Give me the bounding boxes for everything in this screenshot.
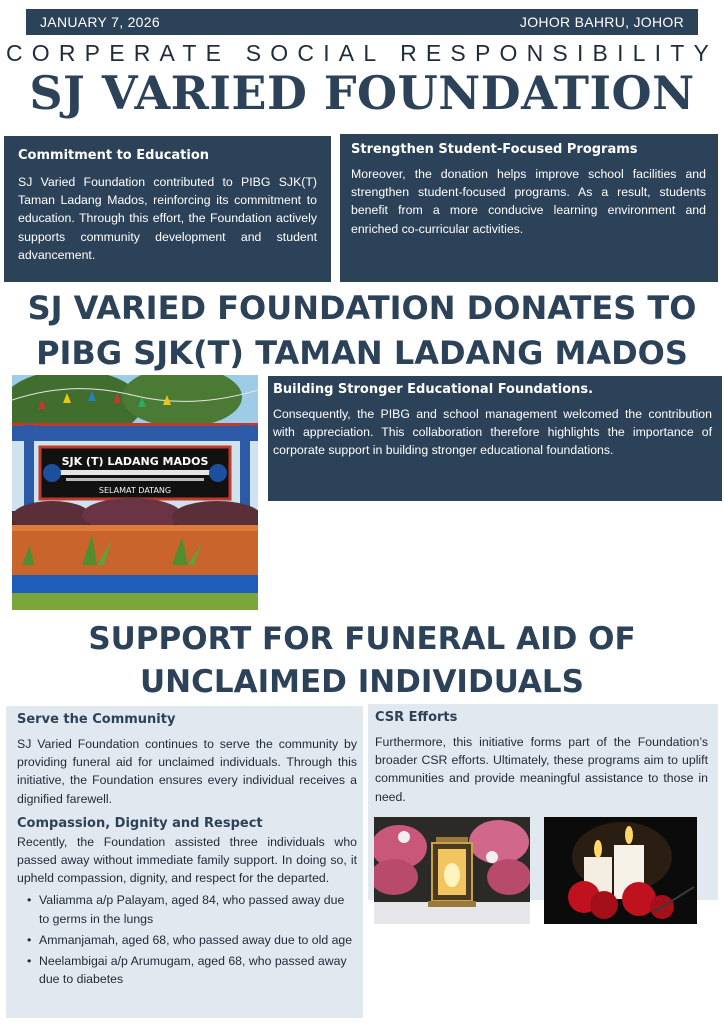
- panel-educational-foundations: [268, 376, 722, 501]
- sign-welcome: SELAMAT DATANG: [98, 486, 172, 495]
- sign-name: SJK (T) LADANG MADOS: [61, 455, 209, 468]
- departed-list: [17, 891, 357, 988]
- panel-body: Moreover, the donation helps improve school facilities and strengthen student-focused programs. As a result, students benefit from a more conducive learning environment and enriched co-curricular activities.: [351, 167, 706, 236]
- issue-date: JANUARY 7, 2026: [40, 14, 160, 30]
- panel-serve-community: [6, 706, 363, 1018]
- headline-donation: [0, 286, 724, 376]
- panel-commitment-to-education: [4, 136, 331, 282]
- panel-heading: Building Stronger Educational Foundations.: [273, 382, 594, 397]
- panel-student-programs: [340, 134, 718, 282]
- kicker-title: CORPERATE SOCIAL RESPONSIBILITY: [5, 40, 719, 66]
- masthead-title: SJ VARIED FOUNDATION: [29, 66, 695, 120]
- issue-location: JOHOR BAHRU, JOHOR: [519, 14, 684, 30]
- panel-heading: Compassion, Dignity and Respect: [17, 815, 263, 831]
- panel-body: Consequently, the PIBG and school management welcomed the contribution with appreciation. This collaboration therefore highlights the importance of corporate support in building stronger educational foundations.: [273, 407, 712, 458]
- panel-body: Recently, the Foundation assisted three individuals who passed away without immediate family support. In doing so, it upheld compassion, dignity, and respect for the departed.: [17, 834, 357, 886]
- headline-line: UNCLAIMED INDIVIDUALS: [140, 664, 584, 700]
- school-photo: [12, 375, 258, 610]
- headline-funeral-aid: [0, 618, 724, 704]
- list-item: • Valiamma a/p Palayam, aged 84, who passed away due to germs in the lungs: [27, 891, 357, 927]
- lantern-photo: [374, 817, 530, 924]
- panel-heading: Strengthen Student-Focused Programs: [351, 142, 638, 157]
- list-item: • Ammanjamah, aged 68, who passed away due to old age: [27, 931, 357, 949]
- list-item: • Neelambigai a/p Arumugam, aged 68, who passed away due to diabetes: [27, 952, 357, 988]
- panel-heading: Commitment to Education: [18, 148, 210, 163]
- panel-body: Furthermore, this initiative forms part of the Foundation’s broader CSR efforts. Ultimately, these programs aim to uplift communities and provide meaningful assistance to those in need.: [375, 735, 708, 804]
- headline-line: SJ VARIED FOUNDATION DONATES TO: [27, 289, 697, 327]
- top-bar: [26, 9, 698, 35]
- candles-photo: [544, 817, 697, 924]
- panel-body: SJ Varied Foundation continues to serve the community by providing funeral aid for unclaimed individuals. Through this initiative, the Foundation ensures every individual receives a dignified farewell.: [17, 737, 357, 806]
- headline-line: SUPPORT FOR FUNERAL AID OF: [88, 621, 636, 657]
- panel-body: SJ Varied Foundation contributed to PIBG SJK(T) Taman Ladang Mados, reinforcing its commitment to education. Through this effort, the Foundation actively supports community development and student advancement.: [18, 175, 317, 262]
- panel-heading: Serve the Community: [17, 712, 176, 727]
- headline-line: PIBG SJK(T) TAMAN LADANG MADOS: [36, 334, 688, 372]
- panel-heading: CSR Efforts: [375, 710, 458, 725]
